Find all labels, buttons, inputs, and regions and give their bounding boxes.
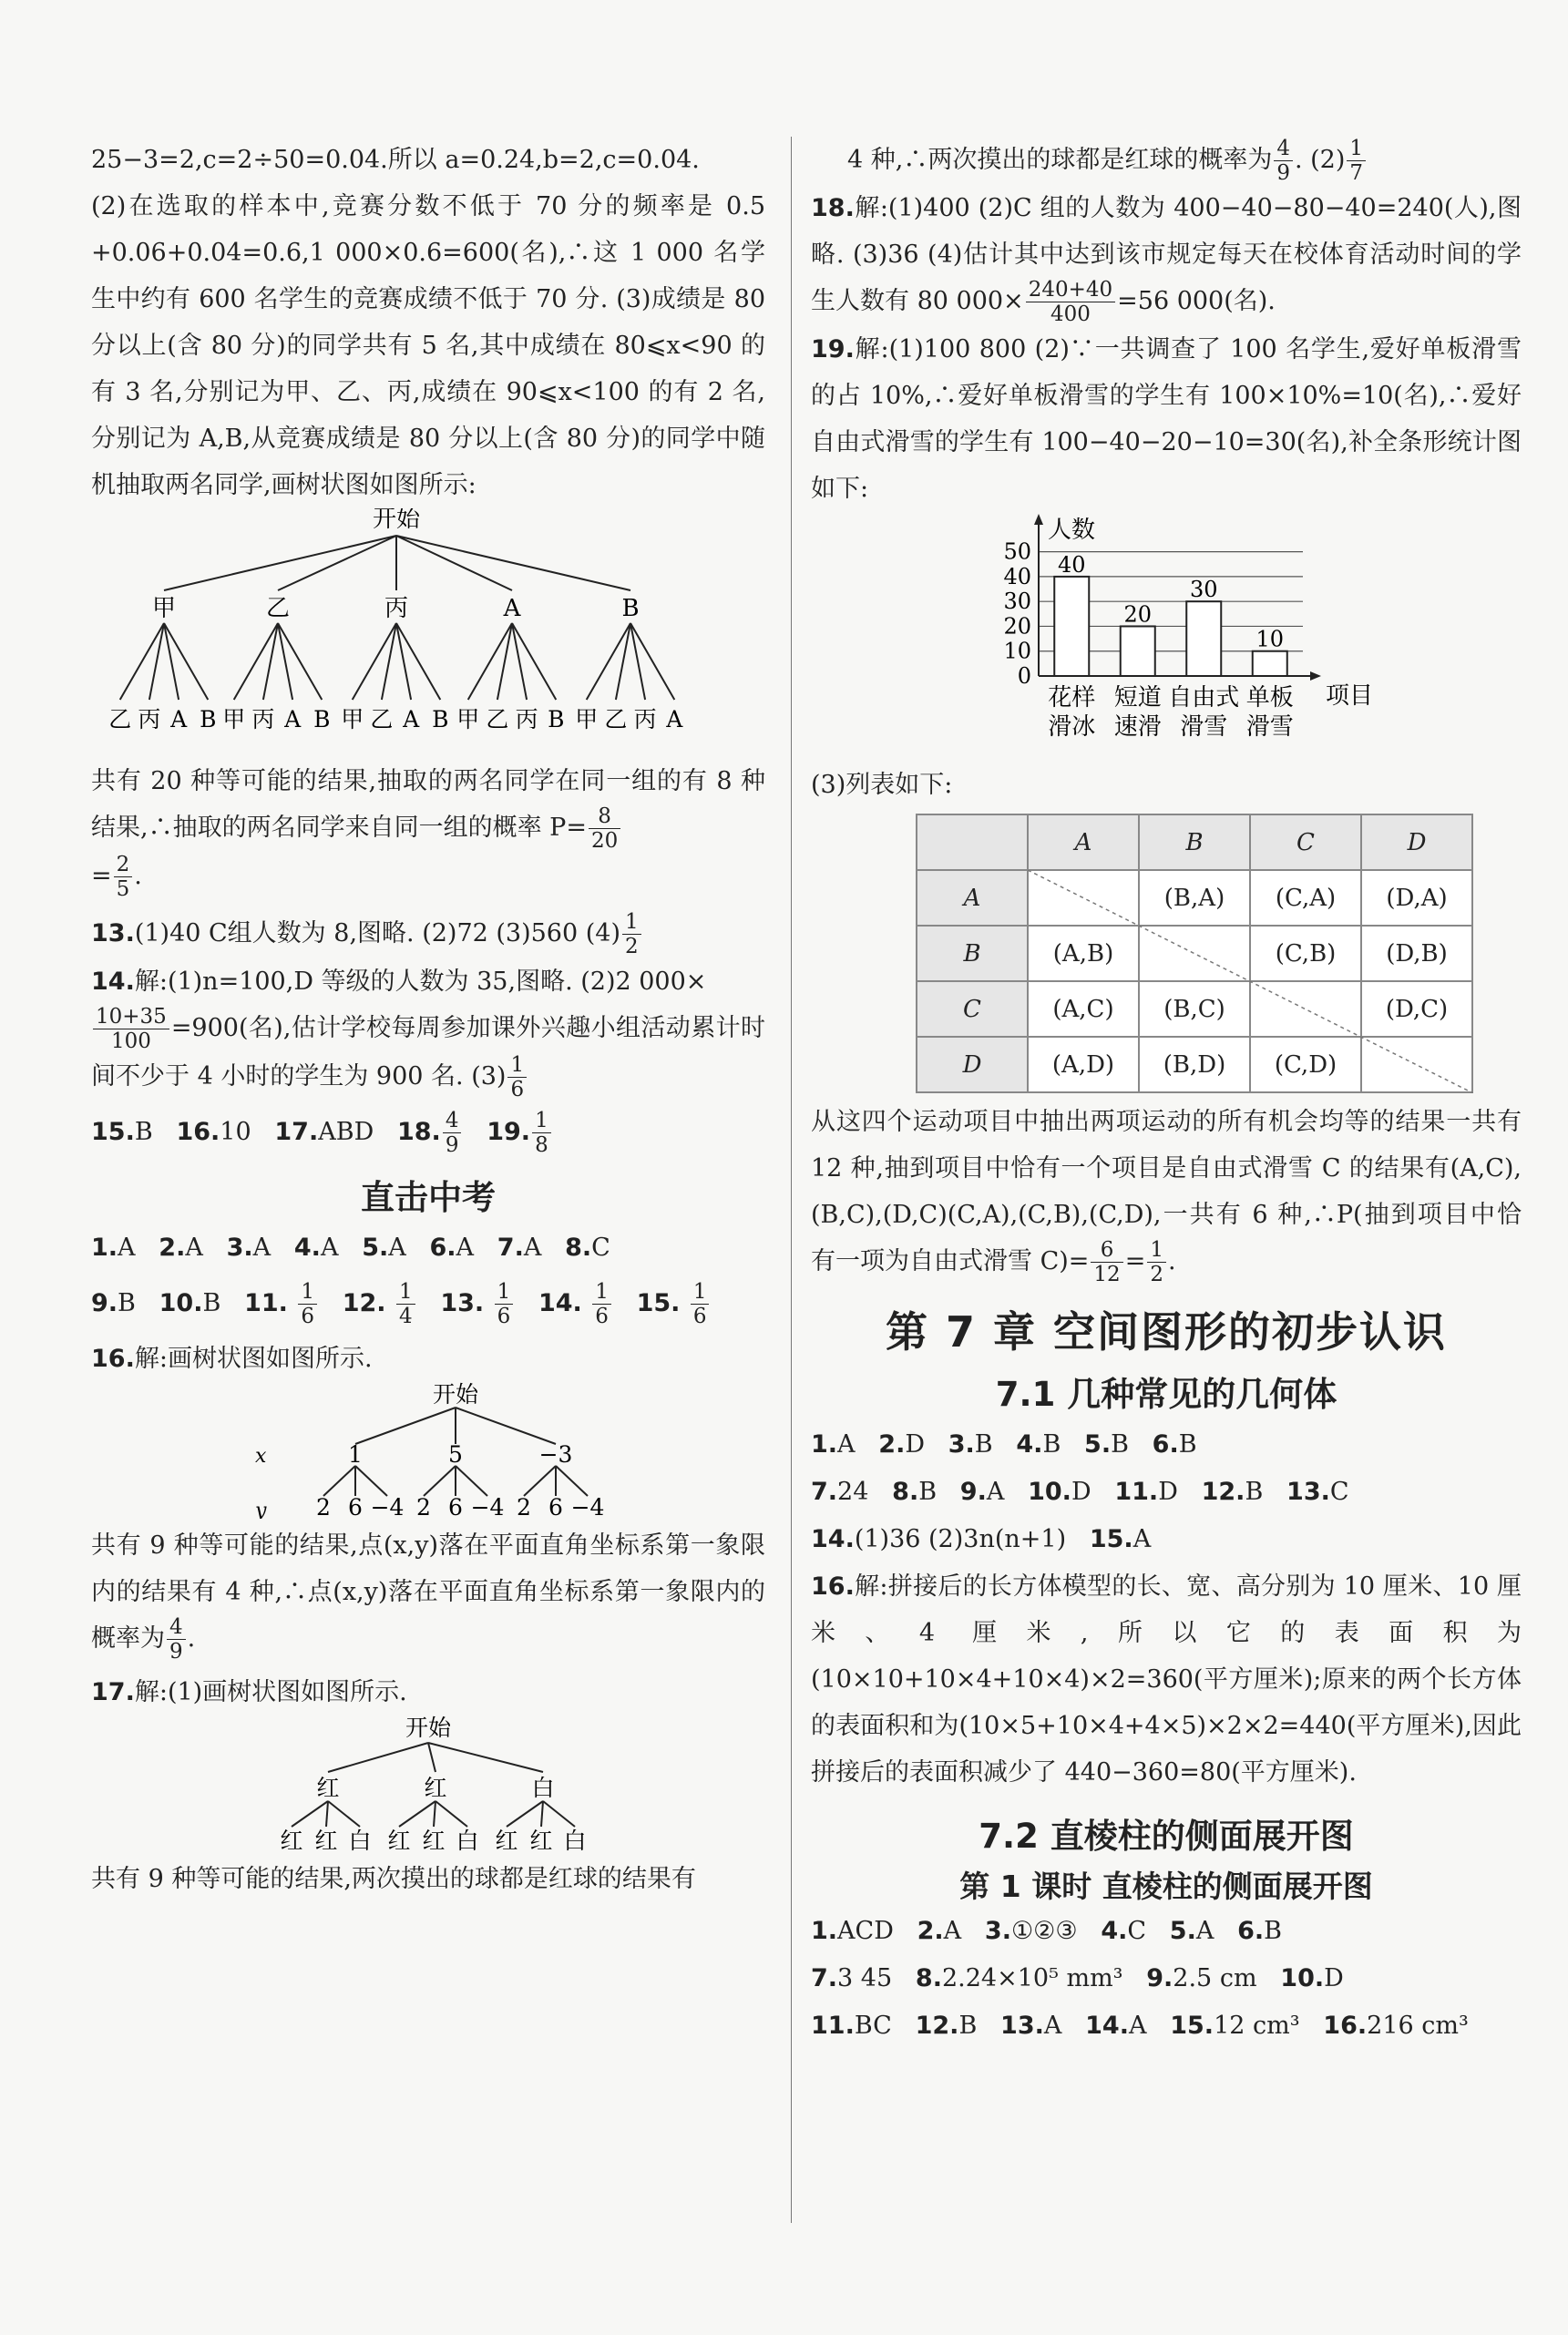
question-number: 14. [811,1525,855,1553]
answer: B [202,1289,245,1317]
question-number: 7. [811,1964,838,1992]
table-cell: (B,A) [1139,870,1250,926]
y-axis-label: 人数 [1048,517,1096,544]
x-tick-label: 短道 [1113,684,1162,712]
paragraph: (3)列表如下: [811,771,953,799]
answer: BC [854,2012,916,2040]
y-tick-label: 20 [1003,613,1031,640]
y-tick-label: 40 [1003,563,1031,589]
answer: C [1127,1917,1170,1945]
fraction: $\frac{1}{6}$ [507,1053,527,1101]
fraction: $\frac{1}{6}$ [495,1280,514,1328]
answer-19: 19.解:(1)100 800 (2)∵一共调查了 100 名学生,爱好单板滑雪的占 10%,∴爱好单板滑雪的学生有 100×10%=10(名),∴爱好自由式滑雪的学生有 100−40−20−10=30(名),补全条形统计图如下: [811,335,1522,503]
tree-leaf: 红 [314,1828,338,1852]
fraction: $\frac{1}{7}$ [1347,137,1366,185]
tree-node: B [621,595,640,622]
answer: B [118,1289,159,1317]
question-number: 6. [429,1234,456,1262]
answer: ①②③ [1010,1917,1102,1945]
left-column [91,137,765,1902]
tree-leaf: 红 [280,1828,303,1852]
tree-diagram-students [91,508,765,754]
answer: 2.24×10⁵ mm³ [941,1964,1147,1992]
answer: A [1195,1917,1238,1945]
answer-16: 16.解:画树状图如图所示. [91,1345,373,1373]
tree-leaf: B [432,706,449,732]
lesson-title: 第 1 课时 直棱柱的侧面展开图 [959,1869,1373,1904]
question-number: 4. [1016,1430,1043,1459]
tree-leaf: 乙 [486,706,509,732]
paragraph: 从这四个运动项目中抽出两项运动的所有机会均等的结果一共有 12 种,抽到项目中恰有一个项目是自由式滑雪 C 的结果有(A,C),(B,C),(D,C)(C,A),(C,B),(C,D),一共有 6 种,∴P(抽到项目中恰有一项为自由式滑雪 C)= $\frac{6}{12}$ = $\frac{1}{2}$ . [811,1108,1522,1286]
answer-13: 13.(1)40 C组人数为 8,图略. (2)72 (3)560 (4) $\frac{1}{2}$ [91,910,765,958]
fraction: $\frac{6}{12}$ [1091,1238,1122,1286]
question-number: 12. [915,2012,959,2040]
y-tick-label: 30 [1003,589,1031,615]
section-title: 7.2 直棱柱的侧面展开图 [979,1817,1354,1856]
table-cell: (A,C) [1028,981,1139,1037]
table-cell: (C,B) [1250,926,1361,981]
answer: ACD [837,1917,917,1945]
tree-root: 开始 [372,508,421,533]
tree-leaf: 丙 [251,706,275,732]
bar-value-label: 30 [1189,577,1218,603]
question-number: 6. [1152,1430,1179,1459]
answer: A [118,1234,159,1262]
answer: 3 45 [837,1964,916,1992]
answer-line [811,1955,1522,2002]
fraction: $\frac{4}{9}$ [167,1615,186,1664]
answer: B [918,1478,960,1506]
bar-value-label: 40 [1057,551,1086,578]
tree-node: 甲 [151,595,177,622]
x-tick-label: 滑雪 [1245,713,1294,741]
tree-leaf: 红 [529,1828,553,1852]
question-number: 13. [440,1289,493,1317]
question-number: 9. [1146,1964,1173,1992]
question-number: 13. [1000,2012,1044,2040]
bar [1186,601,1221,676]
question-number: 3. [948,1430,975,1459]
answer-line [811,1908,1522,1955]
answer: B [1042,1430,1085,1459]
question-number: 1. [91,1234,118,1262]
x-axis-arrow [1310,671,1321,681]
answer: A [388,1234,430,1262]
tree-leaf: A [403,706,420,732]
answer: 12 cm³ [1214,2012,1324,2040]
tree-leaf: 甲 [222,706,246,732]
tree-leaf: 白 [563,1828,587,1852]
table-header: D [1361,814,1472,870]
mc-line-1 [91,1224,765,1272]
tree-node: 红 [316,1775,340,1801]
tree-leaf: A [284,706,302,732]
answer: D [1324,1964,1368,1992]
fraction: $\frac{1}{6}$ [298,1280,317,1328]
question-number: 15. [636,1289,689,1317]
answer: B [958,2012,1001,2040]
tree-node: 1 [348,1441,363,1468]
answer: A [1132,1525,1174,1553]
tree-leaf: 2 [517,1494,531,1519]
tree-leaf: B [313,706,331,732]
paragraph [91,758,765,853]
x-tick-label: 花样 [1048,684,1096,712]
question-number: 8. [565,1234,592,1262]
fraction: $\frac{4}{9}$ [1274,137,1293,185]
tree-node: 丙 [384,595,409,622]
answer: 24 [837,1478,893,1506]
answer: A [986,1478,1029,1506]
tree-leaf: 白 [348,1828,372,1852]
paragraph: (2)在选取的样本中,竞赛分数不低于 70 分的频率是 0.5 +0.06+0.04=0.6,1 000×0.6=600(名),∴这 1 000 名学生中约有 600 名学生的竞赛成绩不低于 70 分. (3)成绩是 80 分以上(含 80 分)的同学共有 5 名,其中成绩在 80⩽x<90 的有 3 名,分别记为甲、乙、丙,成绩在 90⩽x<100 的有 2 名,分别记为 A,B,从竞赛成绩是 80 分以上(含 80 分)的同学中随机抽取两名同学,画树状图如图所示: [91,192,765,499]
question-number: 4. [293,1234,321,1262]
answer: D [905,1430,948,1459]
question-number: 10. [1028,1478,1071,1506]
fraction: $\frac{1}{2}$ [1147,1238,1166,1286]
table-cell: (C,A) [1250,870,1361,926]
tree-leaf: B [548,706,565,732]
question-number: 5. [362,1234,389,1262]
tree-leaf: 红 [387,1828,411,1852]
question-number: 2. [159,1234,186,1262]
question-number: 11. [1114,1478,1159,1506]
fraction: $\frac{1}{2}$ [622,910,641,958]
answer: 2.5 cm [1173,1964,1281,1992]
y-axis-arrow [1034,514,1043,525]
bar [1253,651,1287,676]
tree-leaf: A [666,706,683,732]
bar-chart [811,512,1522,758]
fraction: $\frac{10+35}{100}$ [93,1005,169,1053]
table-header: A [1028,814,1139,870]
tree-diagram-xy [91,1382,765,1519]
row-header: A [917,870,1028,926]
question-number: 7. [497,1234,524,1262]
answer: A [1128,2012,1171,2040]
x-tick-label: 速滑 [1113,713,1162,741]
answer: A [1043,2012,1086,2040]
tree-leaf: 6 [348,1494,363,1519]
table-cell: (B,D) [1139,1037,1250,1092]
x-axis-label: 项目 [1326,682,1374,710]
tree-leaf: 乙 [604,706,628,732]
tree-node: A [503,595,521,622]
table-cell: (D,C) [1361,981,1472,1037]
tree-leaf: 6 [548,1494,563,1519]
tree-leaf: 丙 [515,706,538,732]
diagonal-line [1028,870,1473,1093]
answer-18: 18.解:(1)400 (2)C 组的人数为 400−40−80−40=240(人),图略. (3)36 (4)估计其中达到该市规定每天在校体育活动时间的学生人数有 80 000× $\frac{240+40}{400}$ =56 000(名). [811,194,1522,326]
question-number: 15. [1170,2012,1214,2040]
question-number: 12. [1201,1478,1245,1506]
bar [1054,577,1089,676]
question-number: 8. [915,1964,942,1992]
answer: B [1245,1478,1287,1506]
answer: C [1329,1478,1373,1506]
y-tick-label: 50 [1003,538,1031,565]
question-number: 2. [917,1917,944,1945]
answer: A [523,1234,566,1262]
x-tick-label: 滑冰 [1048,713,1096,741]
tree-root: 开始 [432,1382,479,1408]
question-number: 5. [1084,1430,1112,1459]
y-tick-label: 0 [1017,663,1031,689]
table-header [917,814,1028,870]
fraction: $\frac{8}{20}$ [589,804,620,853]
text: 共有 20 种等可能的结果,抽取的两名同学在同一组的有 8 种结果,∴抽取的两名同学来自同一组的概率 P= [91,767,765,842]
table-diagonal [1028,870,1473,1093]
fraction: $\frac{1}{4}$ [396,1280,415,1328]
question-number: 14. [538,1289,591,1317]
fraction: $\frac{2}{5}$ [114,853,133,901]
x-tick-label: 滑雪 [1180,713,1228,741]
y-tick-label: 10 [1003,638,1031,664]
tree-leaf: 2 [416,1494,431,1519]
question-number: 14. [1085,2012,1129,2040]
tree-node: 白 [531,1775,555,1801]
answer-16: 16.解:拼接后的长方体模型的长、宽、高分别为 10 厘米、10 厘米、4 厘米,所以它的表面积为(10×10+10×4+10×4)×2=360(平方厘米);原来的两个长方体的表面积和为(10×5+10×4+4×5)×2×2=440(平方厘米),因此拼接后的表面积减少了 440−360=80(平方厘米). [811,1572,1522,1787]
tree-node: 红 [424,1775,447,1801]
tree-root: 开始 [405,1715,452,1741]
question-number: 7. [811,1478,838,1506]
table-cell: (D,B) [1361,926,1472,981]
tree-leaf: 红 [495,1828,518,1852]
paragraph: = $\frac{2}{5}$ . [91,853,142,901]
question-number: 2. [878,1430,906,1459]
tree-leaf: 红 [422,1828,446,1852]
tree-node: −3 [538,1441,573,1468]
x-tick-label: 自由式 [1168,684,1240,712]
paragraph: 4 种,∴两次摸出的球都是红球的概率为 $\frac{4}{9}$ . (2) $\frac{1}{7}$ [811,137,1522,185]
tree-leaf: 2 [316,1494,331,1519]
row-header: C [917,981,1028,1037]
table-cell: (B,C) [1139,981,1250,1037]
question-number: 10. [159,1289,203,1317]
table-cell: (A,B) [1028,926,1139,981]
answer-14: 14.解:(1)n=100,D 等级的人数为 35,图略. (2)2 000× $\frac{10+35}{100}$ =900(名),估计学校每周参加课外兴趣小组活动累计时间不少于 4 小时的学生为 900 名. (3) $\frac{1}{6}$ [91,968,765,1101]
answer-line [811,1421,1522,1469]
y-label: y [255,1500,267,1519]
tree-leaf: 白 [456,1828,479,1852]
table-cell: (A,D) [1028,1037,1139,1092]
answer: C [591,1234,634,1262]
answer-line [811,1469,1522,1516]
mc-line-2 [91,1272,765,1336]
question-number: 3. [984,1917,1011,1945]
tree-leaf: B [200,706,217,732]
answer: B [1111,1430,1153,1459]
right-column [811,137,1522,2050]
answer: A [320,1234,363,1262]
tree-node: 5 [448,1441,463,1468]
bar [1121,626,1155,676]
tree-leaf: A [170,706,188,732]
chapter-title: 第 7 章 空间图形的初步认识 [885,1307,1448,1357]
fraction: $\frac{1}{6}$ [592,1280,611,1328]
question-number: 3. [226,1234,253,1262]
answer: B [974,1430,1017,1459]
answer: D [1158,1478,1202,1506]
fraction: $\frac{1}{6}$ [691,1280,710,1328]
tree-leaf: 乙 [108,706,132,732]
answer: B [1264,1917,1306,1945]
question-number: 4. [1101,1917,1128,1945]
section-title: 7.1 几种常见的几何体 [995,1375,1337,1414]
table-cell: (C,D) [1250,1037,1361,1092]
section-title: 直击中考 [361,1178,496,1217]
answer-17: 17.解:(1)画树状图如图所示. [91,1678,407,1706]
question-number: 5. [1169,1917,1196,1945]
question-number: 13. [1286,1478,1330,1506]
question-number: 16. [1323,2012,1368,2040]
question-number: 6. [1237,1917,1265,1945]
answer: A [185,1234,227,1262]
bar-value-label: 10 [1255,626,1285,652]
tree-diagram-balls [91,1715,765,1852]
question-number: 10. [1280,1964,1325,1992]
table-header: C [1250,814,1361,870]
answer-line [811,2002,1522,2050]
answer-line [811,1516,1522,1563]
bar-value-label: 20 [1123,601,1153,628]
question-number: 9. [959,1478,987,1506]
question-number: 1. [811,1430,838,1459]
answer: B [1178,1430,1221,1459]
paragraph: 共有 9 种等可能的结果,两次摸出的球都是红球的结果有 [91,1865,696,1893]
tree-leaf: 乙 [370,706,394,732]
question-number: 9. [91,1289,118,1317]
answer: (1)36 (2)3n(n+1) [854,1525,1090,1553]
column-separator [791,137,792,2223]
table-cell: (D,A) [1361,870,1472,926]
tree-leaf: 丙 [138,706,161,732]
question-number: 11. [811,2012,855,2040]
row-header: B [917,926,1028,981]
question-number: 1. [811,1917,838,1945]
tree-leaf: −4 [370,1494,405,1519]
tree-leaf: 甲 [341,706,364,732]
answer: 216 cm³ [1367,2012,1492,2040]
answer: A [837,1430,879,1459]
answer: A [252,1234,294,1262]
tree-leaf: 甲 [456,706,480,732]
answers-15-19: 15.B 16.10 17.ABD 18. $\frac{4}{9}$ 19. $\frac{1}{8}$ [91,1109,765,1157]
question-number: 12. [342,1289,395,1317]
table-header: B [1139,814,1250,870]
paragraph: 共有 9 种等可能的结果,点(x,y)落在平面直角坐标系第一象限内的结果有 4 种,∴点(x,y)落在平面直角坐标系第一象限内的概率为 $\frac{4}{9}$ . [91,1531,765,1664]
tree-leaf: −4 [470,1494,505,1519]
question-number: 15. [1089,1525,1133,1553]
row-header: D [917,1037,1028,1092]
tree-node: 乙 [265,595,291,622]
fraction: $\frac{240+40}{400}$ [1026,278,1115,326]
question-number: 8. [892,1478,919,1506]
tree-leaf: −4 [570,1494,605,1519]
paragraph: 25−3=2,c=2÷50=0.04.所以 a=0.24,b=2,c=0.04. [91,146,700,174]
tree-leaf: 甲 [575,706,599,732]
answer: D [1071,1478,1115,1506]
x-tick-label: 单板 [1245,684,1294,712]
tree-leaf: 6 [448,1494,463,1519]
answer: A [943,1917,985,1945]
question-number: 11. [244,1289,297,1317]
tree-leaf: 丙 [633,706,657,732]
answer: A [456,1234,497,1262]
x-label: x [255,1445,267,1468]
